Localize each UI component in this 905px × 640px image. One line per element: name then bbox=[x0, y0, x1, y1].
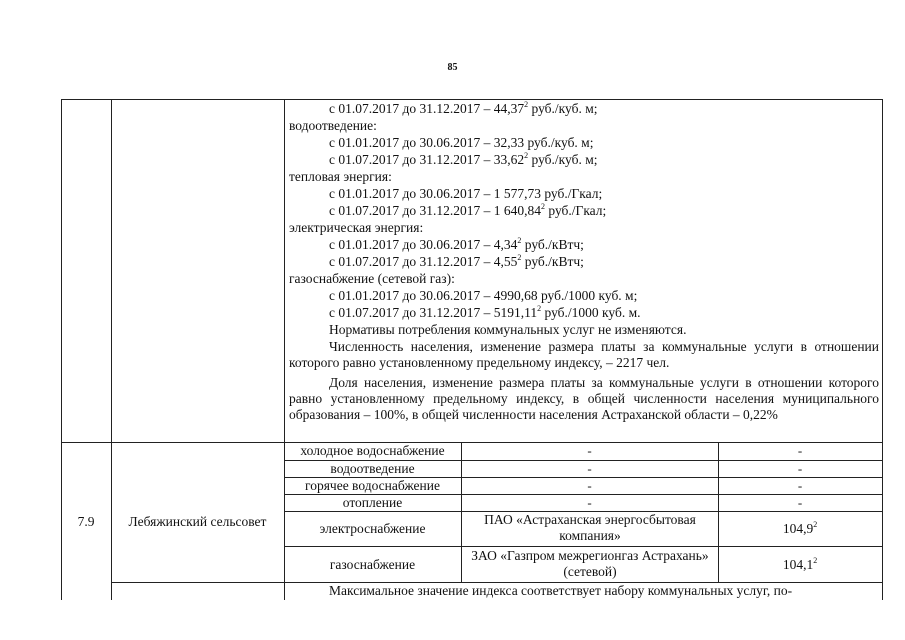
service-name: водоотведение bbox=[330, 461, 415, 476]
tariff-line: газоснабжение (сетевой газ): bbox=[289, 271, 455, 286]
tariff-line: с 01.07.2017 до 31.12.2017 – 4,55$^2$ руб./кВтч; bbox=[329, 253, 584, 269]
tariff-line: электрическая энергия: bbox=[289, 220, 424, 235]
table-border-top bbox=[61, 99, 883, 100]
index-cell: 104,9$^2$ bbox=[782, 520, 818, 536]
tariff-line: с 01.01.2017 до 30.06.2017 – 4,34$^2$ руб./кВтч; bbox=[329, 236, 584, 252]
tariff-line: водоотведение: bbox=[289, 118, 377, 133]
population-paragraph: Численность населения, изменение размера платы за коммунальные услуги в отношении которого равно установленному предельному индексу, – 2217 чел. bbox=[289, 339, 879, 370]
index-cell: - bbox=[797, 443, 803, 458]
index-cell: 104,1$^2$ bbox=[782, 556, 818, 572]
footer-text: Максимальное значение индекса соответствует набору коммунальных услуг, по- bbox=[329, 583, 793, 598]
subrow-divider-5 bbox=[284, 546, 882, 547]
service-name: горячее водоснабжение bbox=[305, 478, 440, 493]
tariff-line: с 01.07.2017 до 31.12.2017 – 5191,11$^2$ руб./1000 куб. м. bbox=[329, 304, 641, 320]
service-name: газоснабжение bbox=[329, 557, 416, 572]
index-cell: - bbox=[797, 461, 803, 476]
tariff-line: Нормативы потребления коммунальных услуг не изменяются. bbox=[329, 322, 687, 337]
tariff-line: с 01.07.2017 до 31.12.2017 – 44,37$^2$ руб./куб. м; bbox=[329, 100, 598, 116]
index-cell: - bbox=[797, 495, 803, 510]
municipality-name: Лебяжинский сельсовет bbox=[128, 514, 267, 529]
service-name: холодное водоснабжение bbox=[300, 443, 445, 458]
provider-cell: ПАО «Астраханская энергосбытовая компания» bbox=[484, 512, 696, 543]
service-name: электроснабжение bbox=[319, 521, 426, 536]
service-name: отопление bbox=[342, 495, 403, 510]
tariff-line: с 01.07.2017 до 31.12.2017 – 33,62$^2$ руб./куб. м; bbox=[329, 151, 598, 167]
tariff-line: с 01.01.2017 до 30.06.2017 – 4990,68 руб./1000 куб. м; bbox=[329, 288, 638, 303]
tariff-line: с 01.07.2017 до 31.12.2017 – 1 640,84$^2$ руб./Гкал; bbox=[329, 202, 607, 218]
tariff-line: тепловая энергия: bbox=[289, 169, 392, 184]
provider-cell: - bbox=[587, 443, 592, 458]
tariff-line: с 01.01.2017 до 30.06.2017 – 32,33 руб./куб. м; bbox=[329, 135, 594, 150]
provider-cell: ЗАО «Газпром межрегионгаз Астрахань» (сетевой) bbox=[471, 548, 709, 579]
provider-cell: - bbox=[587, 495, 592, 510]
row-number: 7.9 bbox=[77, 514, 95, 529]
table-border-right bbox=[882, 99, 883, 600]
population-share-paragraph: Доля населения, изменение размера платы за коммунальные услуги в отношении которого равно установленному предельному индексу, в общей численности населения муниципального образования – 100%, в общей численности населения Астраханской области – 0,22% bbox=[289, 375, 879, 422]
provider-cell: - bbox=[587, 478, 592, 493]
index-cell: - bbox=[797, 478, 803, 493]
page-number: 85 bbox=[447, 62, 458, 73]
provider-cell: - bbox=[587, 461, 592, 476]
tariff-line: с 01.01.2017 до 30.06.2017 – 1 577,73 руб./Гкал; bbox=[329, 186, 603, 201]
